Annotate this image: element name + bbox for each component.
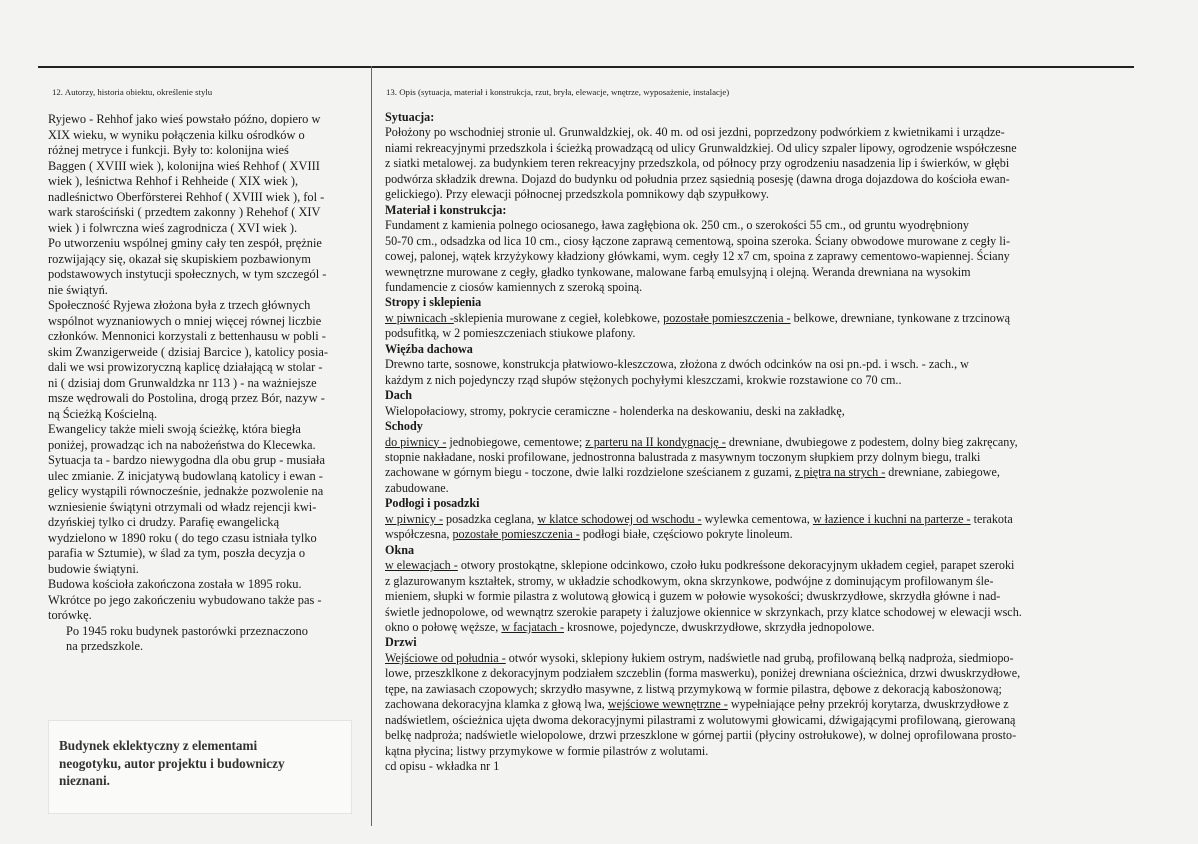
history-line: ulec zmianie. Z inicjatywą budowlaną katolicy i ewan - bbox=[48, 468, 323, 483]
description-line bbox=[385, 574, 1132, 589]
body-text: każdym z nich pojedynczy rząd słupów stężonych pochyłymi kleszczami, krokwie rozstawione co 70 cm.. bbox=[385, 372, 902, 387]
body-text: z glazurowanym kształtek, stromy, w układzie schodkowym, okna skrzynkowe, podwójne z dominującym profilowanym śle- bbox=[385, 573, 994, 588]
body-text: podsufitką, w 2 pomieszczeniach stiukowe plafony. bbox=[385, 326, 636, 341]
body-text: Położony po wschodniej stronie ul. Grunwaldzkiej, ok. 40 m. od osi jezdni, poprzedzony podwórkiem z kwietnikami i urządze- bbox=[385, 125, 1005, 140]
history-line: gelicy wystąpili równocześnie, jednakże pozwolenie na bbox=[48, 484, 324, 498]
body-text: z siatki metalowej. za budynkiem teren rekreacyjny przedszkola, od północy przy ogrodzeniu nasadzenia lip i świerków, w głębi bbox=[385, 156, 1010, 171]
history-line: nadleśnictwo Oberförsterei Rehhof ( XVIII wiek ), fol - bbox=[48, 189, 325, 204]
section-heading bbox=[385, 110, 1132, 125]
history-line: Po 1945 roku budynek pastorówki przeznaczono bbox=[66, 623, 308, 638]
history-line: dali we wsi prowizoryczną kaplicę działającą w stolar - bbox=[48, 360, 323, 374]
body-text: tępe, na zawiasach czopowych; skrzydło masywne, z listwą przymykową w formie pilastra, dębowe z dekoracją kabosżonową; bbox=[385, 681, 1002, 696]
body-text: fundamencie z ciosów kamiennych z szeroką spoiną. bbox=[385, 279, 643, 294]
body-text: świetle jednopolowe, od wewnątrz szerokie parapety i żaluzjowe okiennice w skrzynkach, przy klatce schodowej w elewacji wsch. bbox=[385, 604, 1022, 619]
history-line: wspólnot wyznaniowych o mniej więcej równej liczbie bbox=[48, 313, 322, 328]
body-text: otwór wysoki, sklepiony łukiem ostrym, nadświetle nad grubą, profilowaną belką nadproża, siedmiopo- bbox=[505, 650, 1014, 665]
location-label: z piętra na strych - bbox=[794, 465, 886, 480]
location-label: wejściowe wewnętrzne - bbox=[607, 697, 728, 712]
section-heading bbox=[385, 342, 1132, 357]
history-line: Sytuacja ta - bardzo niewygodna dla obu grup - musiała bbox=[48, 453, 325, 467]
body-text: okno o połowę węższe, bbox=[385, 619, 502, 634]
history-line: msze wędrowali do Postolina, drogą przez Bór, nazyw - bbox=[48, 391, 325, 405]
history-line: członków. Mennonici korzystali z bettenhausu w pobli - bbox=[48, 329, 326, 343]
section-12-authors-history bbox=[38, 68, 371, 824]
description-line bbox=[385, 527, 1132, 542]
location-label: w elewacjach - bbox=[385, 558, 458, 573]
heading-text: Dach bbox=[385, 388, 412, 403]
section-heading bbox=[385, 388, 1132, 403]
history-line: skim Zwanzigerweide ( dzisiaj Barcice ), katolicy posia- bbox=[48, 344, 329, 359]
history-line: torówkę. bbox=[48, 608, 92, 622]
body-text: kątna płycina; listwy przymykowe w formie pilastrów z wolutami. bbox=[385, 743, 709, 758]
description-line bbox=[385, 187, 1132, 202]
location-label: w piwnicy - bbox=[385, 511, 443, 526]
description-line bbox=[385, 744, 1132, 759]
description-line bbox=[385, 357, 1132, 372]
body-text: wewnętrzne murowane z cegły, gładko tynkowane, malowane farbą emulsyjną i olejną. Weranda drewniana na wysokim bbox=[385, 264, 971, 279]
body-text: wypełniające pełny przekrój korytarza, dwuskrzydłowe z bbox=[727, 697, 1009, 712]
description-line bbox=[385, 682, 1132, 697]
body-text: wylewka cementowa, bbox=[701, 511, 813, 526]
location-label: pozostałe pomieszczenia - bbox=[663, 310, 791, 325]
body-text: podwórza składzik drewna. Dojazd do budynku od południa przez sąsiednią posesję (dawna droga dojazdowa do kościoła ewan- bbox=[385, 171, 1010, 186]
description-line bbox=[385, 373, 1132, 388]
summary-line: Budynek eklektyczny z elementami bbox=[59, 738, 258, 753]
body-text: sklepienia murowane z cegieł, kolebkowe, bbox=[453, 310, 664, 325]
section-heading bbox=[385, 419, 1132, 434]
description-line bbox=[385, 465, 1132, 480]
style-summary-text bbox=[59, 737, 285, 790]
heading-text: Okna bbox=[385, 542, 415, 557]
section-heading bbox=[385, 543, 1132, 558]
description-line bbox=[385, 759, 1132, 774]
description-line bbox=[385, 620, 1132, 635]
body-text: nadświetlem, ościeżnica ujęta dwoma dekoracyjnymi pilastrami z wolutowymi głowicami, dźwigającymi profilowaną, gierowaną bbox=[385, 712, 1016, 727]
description-line bbox=[385, 218, 1132, 233]
body-text: otwory prostokątne, sklepione odcinkowo, czoło łuku podkreśsone dekoracyjnym układem cegieł, parapet szeroki bbox=[457, 558, 1015, 573]
body-text: drewniane, zabiegowe, bbox=[885, 465, 1000, 480]
description-line bbox=[385, 697, 1132, 712]
history-line: wiek ), leśnictwa Rehhof i Rehheide ( XIX wiek ), bbox=[48, 174, 299, 188]
history-line: parafia w Sztumie), w ślad za tym, poszła decyzja o bbox=[48, 546, 306, 560]
history-line: wark starościński ( przedtem zakonny ) Rehehof ( XIV bbox=[48, 205, 321, 219]
history-line: Baggen ( XVIII wiek ), kolonijna wieś Rehhof ( XVIII bbox=[48, 158, 320, 173]
description-line bbox=[385, 125, 1132, 140]
body-text: belkę nadproża; nadświetle wielopolowe, drzwi przeszklone w górnej partii (płyciny ostrołukowe), w dolnej oprofilowana prosto- bbox=[385, 728, 1017, 743]
body-text: mieniem, słupki w formie pilastra z wolutową głowicą i guzem w połowie wysokości; dwuskrzydłowe, skrzydła główne i nad- bbox=[385, 589, 1001, 604]
description-line bbox=[385, 512, 1132, 527]
body-text: terakota bbox=[970, 511, 1013, 526]
history-line: rozwijający się, okazał się skupiskiem pozbawionym bbox=[48, 251, 311, 266]
body-text: niami rekreacyjnymi przedszkola i ścieżką prowadzącą od ulicy Grunwaldzkiej. Od ulicy szpaler lipowy, ogrodzenie współczesne bbox=[385, 140, 1017, 155]
body-text: zabudowane. bbox=[385, 480, 449, 495]
section-12-header: 12. Autorzy, historia obiektu, określenie stylu bbox=[52, 87, 213, 97]
history-line: różnej metryce i funkcji. Były to: kolonijna wieś bbox=[48, 143, 289, 157]
location-label: w klatce schodowej od wschodu - bbox=[537, 511, 702, 526]
description-line bbox=[385, 404, 1132, 419]
body-text: 50-70 cm., odsadzka od lica 10 cm., ciosy łączone zaprawą cementową, spoina szeroka. Ściany obwodowe murowane z cegły li- bbox=[385, 233, 1011, 248]
heading-text: Stropy i sklepienia bbox=[385, 295, 482, 310]
description-line bbox=[385, 265, 1132, 280]
body-text: drewniane, dwubiegowe z podestem, dolny bieg zakręcany, bbox=[725, 434, 1018, 449]
history-line: podstawowych instytucji społecznych, w tym szczegól - bbox=[48, 267, 327, 281]
description-line bbox=[385, 589, 1132, 604]
heading-text: Sytuacja: bbox=[385, 110, 435, 124]
history-line: ni ( dzisiaj dom Grunwaldzka nr 113 ) - na ważniejsze bbox=[48, 375, 317, 390]
description-line bbox=[385, 141, 1132, 156]
body-text: stopnie nakładane, noski profilowane, jednostronna balustrada z masywnym toczonym słupkiem przy dolnym biegu, tralki bbox=[385, 449, 981, 464]
history-line: wydzielono w 1890 roku ( do tego czasu istniała tylko bbox=[48, 530, 317, 545]
history-line: dzyńskiej tylko ci drudzy. Parafię ewangelicką bbox=[48, 515, 280, 529]
history-line: nie świątyń. bbox=[48, 282, 108, 297]
location-label: z parteru na II kondygnację - bbox=[585, 434, 726, 449]
body-text: zachowane w górnym biegu - toczone, dwie lalki rozdzielone sześcianem z guzami, bbox=[385, 465, 795, 480]
history-line: Wkrótce po jego zakończeniu wybudowano także pas - bbox=[48, 592, 322, 607]
description-line bbox=[385, 728, 1132, 743]
description-line bbox=[385, 481, 1132, 496]
section-heading bbox=[385, 496, 1132, 511]
section-heading bbox=[385, 635, 1132, 650]
description-line bbox=[385, 156, 1132, 171]
body-text: zachowana dekoracyjna klamka z głową lwa, bbox=[385, 697, 608, 712]
summary-line: nieznani. bbox=[59, 773, 110, 788]
description-line bbox=[385, 172, 1132, 187]
history-line: Ewangelicy także mieli swoją ścieżkę, która biegła bbox=[48, 422, 301, 436]
location-label: pozostałe pomieszczenia - bbox=[452, 527, 580, 542]
location-label: w piwnicach - bbox=[385, 310, 454, 325]
body-text: belkowe, drewniane, tynkowane z trzcinową bbox=[790, 310, 1011, 325]
description-line bbox=[385, 558, 1132, 573]
body-text: Drewno tarte, sosnowe, konstrukcja płatwiowo-kleszczowa, złożona z dwóch odcinków na osi pn.-pd. i wsch. - zach., w bbox=[385, 357, 969, 372]
section-heading bbox=[385, 203, 1132, 218]
description-line bbox=[385, 666, 1132, 681]
history-line: Po utworzeniu wspólnej gminy cały ten zespół, prężnie bbox=[48, 236, 322, 250]
body-text: posadzka ceglana, bbox=[443, 511, 538, 526]
history-line: Ryjewo - Rehhof jako wieś powstało późno, dopiero w bbox=[48, 112, 321, 126]
history-line: ną Ścieżką Kościelną. bbox=[48, 406, 158, 421]
description-line bbox=[385, 234, 1132, 249]
body-text: współczesna, bbox=[385, 527, 453, 542]
history-line: XIX wieku, w wyniku połączenia kilku ośrodków o bbox=[48, 127, 305, 142]
description-line bbox=[385, 249, 1132, 264]
history-line: poniżej, prowadząc ich na nabożeństwa do Klecewka. bbox=[48, 437, 316, 452]
body-text: jednobiegowe, cementowe; bbox=[446, 434, 586, 449]
location-label: w łazience i kuchni na parterze - bbox=[812, 511, 971, 526]
heading-text: Materiał i konstrukcja: bbox=[385, 202, 507, 217]
description-line bbox=[385, 326, 1132, 341]
history-line: budowie świątyni. bbox=[48, 561, 139, 576]
body-text: gelickiego). Przy elewacji północnej przedszkola pomnikowy dąb szypułkowy. bbox=[385, 187, 769, 202]
history-line: na przedszkole. bbox=[66, 639, 144, 653]
body-text: cd opisu - wkładka nr 1 bbox=[385, 759, 500, 774]
body-text: Fundament z kamienia polnego ociosanego, ława zagłębiona ok. 250 cm., o szerokości 55 cm., od gruntu wyodrębniony bbox=[385, 218, 969, 233]
section-heading bbox=[385, 295, 1132, 310]
body-text: krosnowe, pojedyncze, dwuskrzydłowe, skrzydła jednopolowe. bbox=[564, 619, 875, 634]
style-summary-box bbox=[48, 720, 352, 814]
history-line: wiek ) i folwrczna wieś zagrodnicza ( XVI wiek ). bbox=[48, 220, 298, 235]
summary-line: neogotyku, autor projektu i budowniczy bbox=[59, 755, 285, 771]
description-line bbox=[385, 651, 1132, 666]
heading-text: Podłogi i posadzki bbox=[385, 496, 480, 511]
location-label: do piwnicy - bbox=[385, 434, 447, 449]
description-line bbox=[385, 280, 1132, 295]
location-label: w facjatach - bbox=[501, 619, 565, 634]
body-text: podłogi białe, częściowo pokryte linoleum. bbox=[579, 527, 793, 542]
history-line: Budowa kościoła zakończona została w 1895 roku. bbox=[48, 577, 302, 591]
history-text bbox=[48, 112, 366, 655]
body-text: Wielopołaciowy, stromy, pokrycie ceramiczne - holenderka na deskowaniu, deski na zakładkę, bbox=[385, 403, 845, 418]
description-line bbox=[385, 435, 1132, 450]
location-label: Wejściowe od południa - bbox=[385, 650, 506, 665]
heading-text: Drzwi bbox=[385, 635, 417, 650]
body-text: lowe, przeszklkone z dekoracyjnym podziałem szczeblin (forma maswerku), poniżej drewniana ościeżnica, drzwi dwuskrzydłowe, bbox=[385, 666, 1021, 681]
description-line bbox=[385, 450, 1132, 465]
heading-text: Schody bbox=[385, 419, 423, 434]
history-line: Społeczność Ryjewa złożona była z trzech głównych bbox=[48, 298, 311, 312]
heading-text: Więźba dachowa bbox=[385, 341, 473, 356]
section-13-header: 13. Opis (sytuacja, materiał i konstrukcja, rzut, bryła, elewacje, wnętrze, wyposażenie, instalacje) bbox=[386, 87, 730, 97]
description-line bbox=[385, 713, 1132, 728]
section-13-description bbox=[372, 68, 1134, 824]
description-line bbox=[385, 311, 1132, 326]
body-text: cowej, palonej, wątek krzyżykowy kładziony główkami, wym. cegły 12 x7 cm, spoina z zaprawy cementowo-wapiennej. Ściany bbox=[385, 249, 1010, 264]
history-line: wzniesienie świątyni otrzymali od władz rejencji kwi- bbox=[48, 499, 317, 514]
description-text bbox=[385, 110, 1132, 774]
description-line bbox=[385, 605, 1132, 620]
